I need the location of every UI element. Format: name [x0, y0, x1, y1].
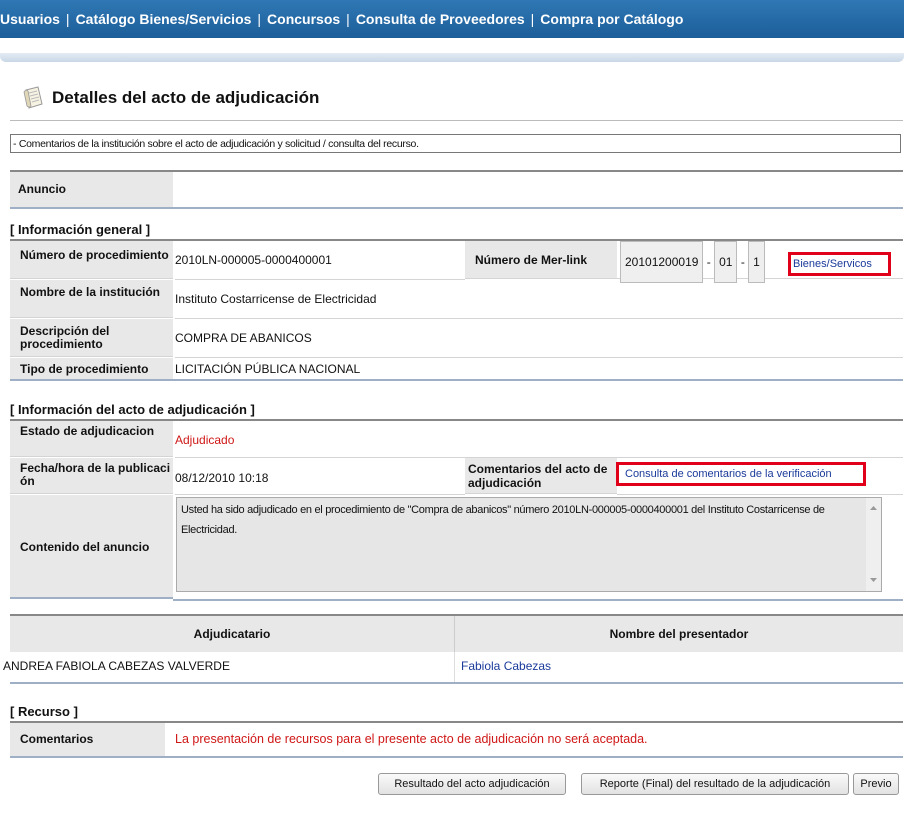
recurso-comentarios-label: Comentarios: [10, 723, 165, 756]
recurso-header: [ Recurso ]: [10, 704, 78, 719]
textarea-scrollbar[interactable]: [866, 498, 881, 591]
adjudicatario-table: [3, 614, 903, 684]
nav-consulta-proveedores[interactable]: Consulta de Proveedores: [355, 11, 525, 27]
nav-separator: |: [257, 11, 262, 27]
merlink-dash: -: [706, 255, 711, 269]
nav-concursos[interactable]: Concursos: [267, 11, 341, 27]
document-icon: [20, 84, 46, 110]
recurso-comentarios-value: La presentación de recursos para el presente acto de adjudicación no será aceptada.: [175, 732, 648, 746]
info-general-header: [ Información general ]: [10, 222, 151, 237]
nombre-institucion-value: Instituto Costarricense de Electricidad: [175, 280, 903, 319]
info-general-table: [10, 241, 903, 381]
nav-catalogo[interactable]: Catálogo Bienes/Servicios: [75, 11, 252, 27]
anuncio-value: [173, 172, 903, 207]
merlink-part2: 01: [714, 241, 737, 283]
reporte-final-button[interactable]: Reporte (Final) del resultado de la adjudicación: [581, 773, 849, 795]
fecha-value: 08/12/2010 10:18: [175, 458, 465, 495]
comentarios-acto-label: Comentarios del acto de adjudicación: [465, 458, 617, 494]
merlink-part1: 20101200019: [620, 241, 703, 283]
numero-merlink-label: Número de Mer-link: [465, 241, 617, 279]
consulta-comentarios-link[interactable]: Consulta de comentarios de la verificación: [625, 468, 832, 480]
nav-separator: |: [530, 11, 535, 27]
tipo-label: Tipo de procedimiento: [10, 358, 173, 381]
merlink-dash: -: [740, 255, 745, 269]
bienes-servicios-link[interactable]: Bienes/Servicos: [793, 258, 872, 270]
sub-navigation-bar: [0, 53, 904, 62]
estado-label: Estado de adjudicacion: [10, 421, 173, 457]
presentador-link[interactable]: Fabiola Cabezas: [461, 659, 552, 673]
page-title: Detalles del acto de adjudicación: [52, 88, 320, 107]
table-row: [3, 652, 903, 684]
merlink-part3: 1: [748, 241, 765, 283]
adjudicatario-header: Adjudicatario: [10, 616, 455, 652]
title-divider: [10, 120, 903, 121]
nav-compra-catalogo[interactable]: Compra por Catálogo: [540, 11, 684, 27]
nav-separator: |: [346, 11, 350, 27]
nav-links: [0, 11, 683, 27]
adjudicatario-cell: ANDREA FABIOLA CABEZAS VALVERDE: [3, 652, 455, 682]
tipo-value: LICITACIÓN PÚBLICA NACIONAL: [173, 358, 903, 381]
numero-procedimiento-label: Número de procedimiento: [10, 241, 173, 279]
info-acto-header: [ Información del acto de adjudicación ]: [10, 402, 255, 417]
previo-button[interactable]: Previo: [853, 773, 899, 795]
descripcion-value: COMPRA DE ABANICOS: [175, 319, 903, 358]
notice-text: - Comentarios de la institución sobre el acto de adjudicación y solicitud / consulta del recurso.: [10, 134, 901, 153]
recurso-row: [10, 721, 903, 758]
estado-value: Adjudicado: [175, 421, 903, 458]
resultado-acto-button[interactable]: Resultado del acto adjudicación: [378, 773, 566, 795]
contenido-anuncio-textarea[interactable]: Usted ha sido adjudicado en el procedimiento de "Compra de abanicos" número 2010LN-000005-0000400001 del Instituto Costarricense de Electricidad.: [176, 497, 882, 592]
anuncio-row: [10, 170, 903, 209]
nav-separator: |: [65, 11, 70, 27]
numero-procedimiento-value: 2010LN-000005-0000400001: [175, 241, 465, 280]
presentador-header: Nombre del presentador: [455, 616, 903, 652]
descripcion-label: Descripción del procedimiento: [10, 319, 173, 357]
top-navigation-bar: [0, 0, 904, 38]
fecha-label: Fecha/hora de la publicación: [10, 458, 173, 494]
contenido-label: Contenido del anuncio: [10, 495, 173, 599]
nombre-institucion-label: Nombre de la institución: [10, 280, 173, 318]
nav-usuarios[interactable]: Usuarios: [0, 11, 60, 27]
anuncio-label: Anuncio: [10, 172, 173, 207]
